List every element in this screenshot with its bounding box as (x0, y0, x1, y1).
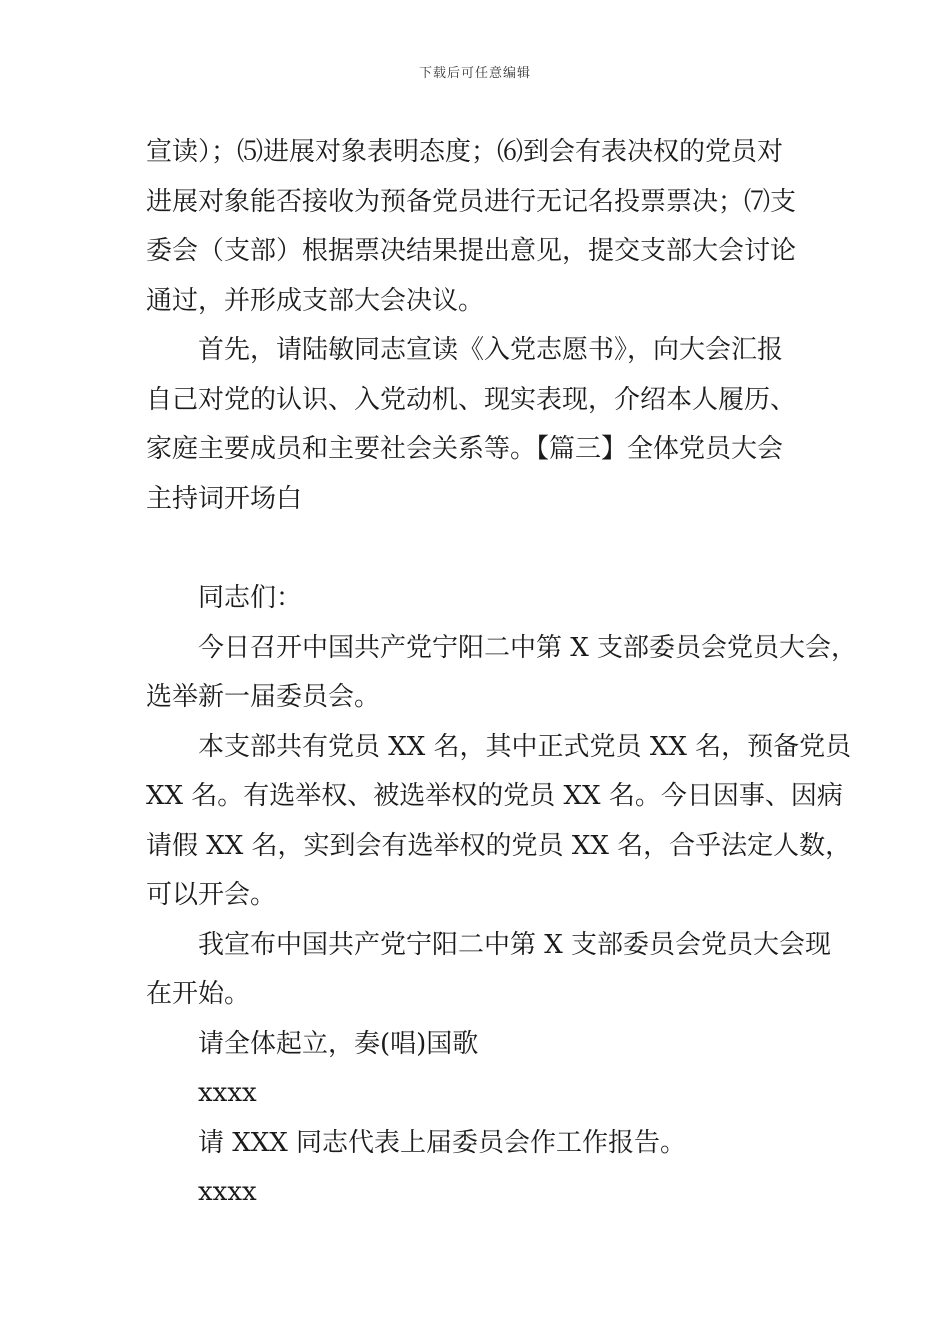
text-line: 委会（支部）根据票决结果提出意见，提交支部大会讨论 (146, 236, 797, 266)
text-line: xxxx (198, 1177, 257, 1207)
text-line: 本支部共有党员 XX 名，其中正式党员 XX 名，预备党员 (198, 731, 852, 762)
blank-line (146, 524, 826, 574)
text-line: 进展对象能否接收为预备党员进行无记名投票票决；⑺支 (146, 186, 797, 217)
text-line: 选举新一届委员会。 (146, 682, 381, 712)
text-line: 主持词开场白 (146, 483, 303, 514)
text-line: 请全体起立，奏(唱)国歌 (198, 1028, 479, 1059)
text-line: 可以开会。 (146, 880, 277, 910)
text-line: 我宣布中国共产党宁阳二中第 X 支部委员会党员大会现 (198, 929, 832, 960)
page-header: 下载后可任意编辑 (418, 66, 531, 81)
text-line: 今日召开中国共产党宁阳二中第 X 支部委员会党员大会， (198, 632, 858, 663)
text-line: 请假 XX 名，实到会有选举权的党员 XX 名，合乎法定人数， (146, 830, 852, 861)
text-line: 请 XXX 同志代表上届委员会作工作报告。 (198, 1127, 687, 1158)
text-line: 通过，并形成支部大会决议。 (146, 285, 485, 316)
document-body (146, 128, 858, 1218)
text-line: XX 名。有选举权、被选举权的党员 XX 名。今日因事、因病 (146, 781, 843, 811)
text-line: 首先，请陆敏同志宣读《入党志愿书》，向大会汇报 (198, 335, 784, 365)
text-line: 同志们： (198, 583, 303, 613)
text-line: 家庭主要成员和主要社会关系等。【篇三】全体党员大会 (146, 434, 784, 464)
text-line: xxxx (198, 1078, 257, 1108)
text-line: 宣读）；⑸进展对象表明态度；⑹到会有表决权的党员对 (146, 137, 784, 167)
text-line: 在开始。 (146, 979, 251, 1009)
text-line: 自己对党的认识、入党动机、现实表现，介绍本人履历、 (146, 384, 797, 415)
